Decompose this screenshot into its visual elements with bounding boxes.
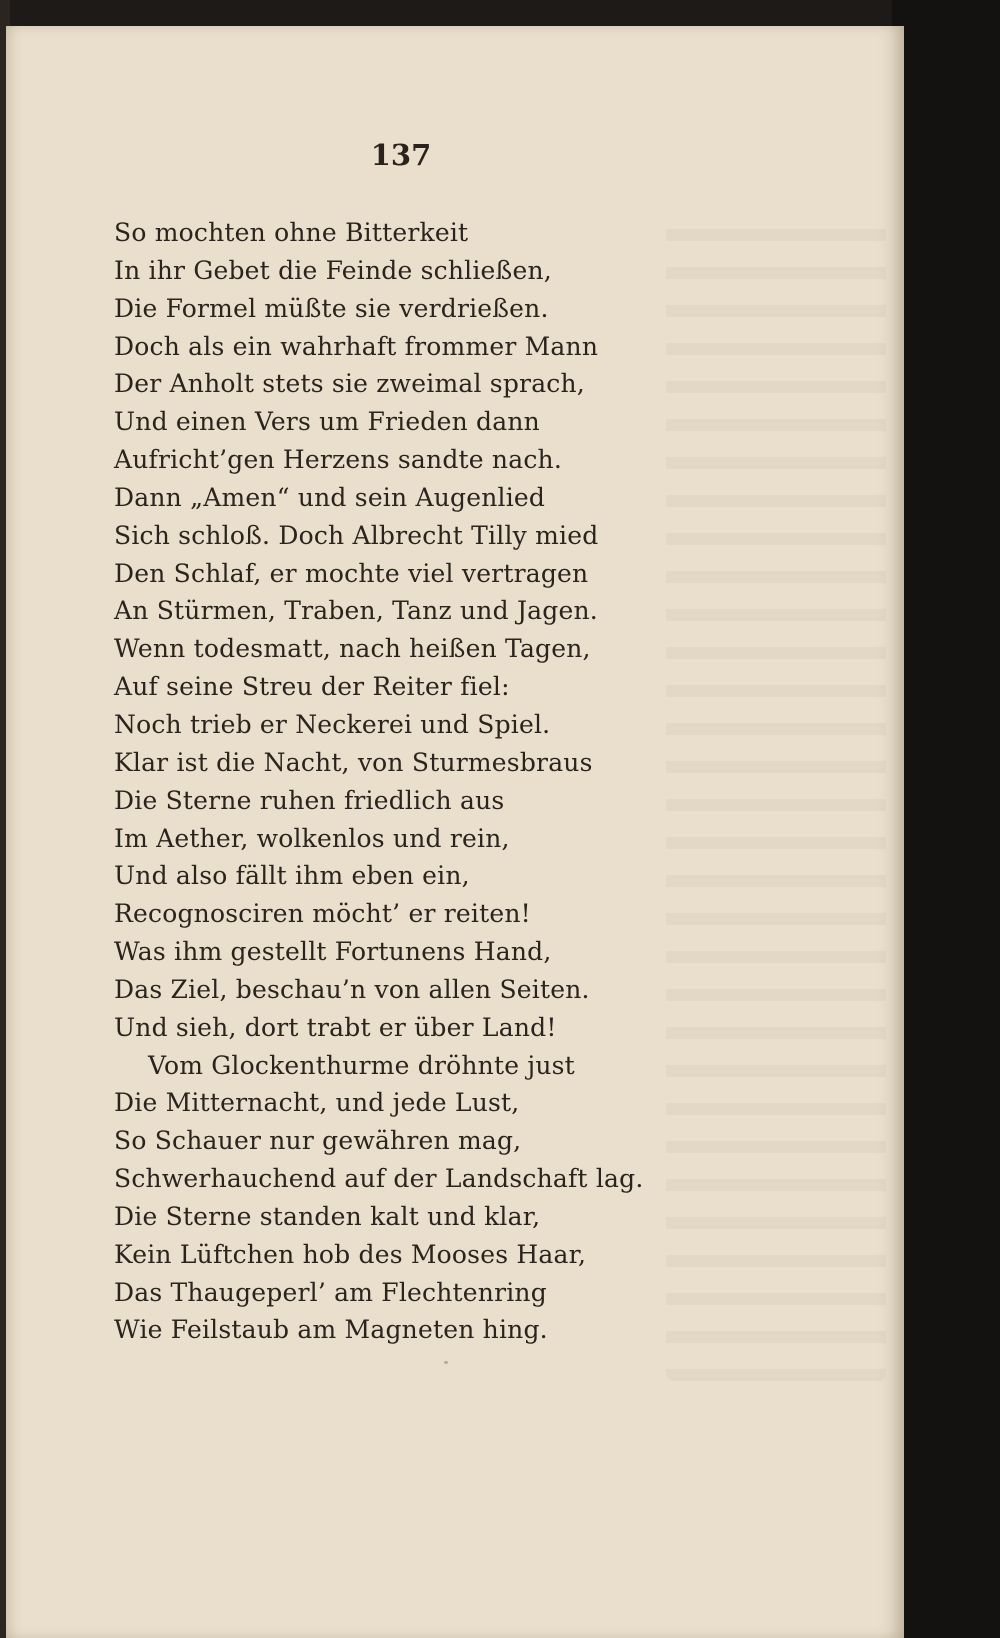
verse-line: Das Ziel, beschau’n von allen Seiten. <box>114 974 590 1004</box>
verse-line: In ihr Gebet die Feinde schließen, <box>114 255 552 285</box>
verse-line: Vom Glockenthurme dröhnte just <box>148 1050 575 1080</box>
verse-line: Dann „Amen“ und sein Augenlied <box>114 482 546 512</box>
verse-line: Das Thaugeperl’ am Flechtenring <box>114 1277 547 1307</box>
verse-line: Wie Feilstaub am Magneten hing. <box>114 1315 548 1345</box>
verse-line: Und einen Vers um Frieden dann <box>114 407 540 437</box>
verse-line: Sich schloß. Doch Albrecht Tilly mied <box>114 520 599 550</box>
verse-line: Recognosciren möcht’ er reiten! <box>114 899 531 929</box>
verse-line: So Schauer nur gewähren mag, <box>114 1126 522 1156</box>
poem-text <box>114 214 714 1349</box>
verse-line: Die Formel müßte sie verdrießen. <box>114 293 549 323</box>
verse-line: Die Sterne ruhen friedlich aus <box>114 785 505 815</box>
verse-line: Was ihm gestellt Fortunens Hand, <box>114 937 552 967</box>
verse-line: Schwerhauchend auf der Landschaft lag. <box>114 1164 644 1194</box>
paper-speck <box>444 1361 448 1364</box>
paper-page <box>6 26 904 1638</box>
verse-line: Und also fällt ihm eben ein, <box>114 861 470 891</box>
verse-line: Noch trieb er Neckerei und Spiel. <box>114 709 551 739</box>
verse-line: Der Anholt stets sie zweimal sprach, <box>114 369 585 399</box>
verse-line: Aufricht’gen Herzens sandte nach. <box>114 445 562 475</box>
dark-background <box>892 0 1000 1638</box>
verse-line: Doch als ein wahrhaft frommer Mann <box>114 331 599 361</box>
verse-line: Wenn todesmatt, nach heißen Tagen, <box>114 634 591 664</box>
verse-line: Im Aether, wolkenlos und rein, <box>114 823 510 853</box>
verse-line: Die Sterne standen kalt und klar, <box>114 1201 541 1231</box>
verse-line: Kein Lüftchen hob des Mooses Haar, <box>114 1239 587 1269</box>
verse-line: Die Mitternacht, und jede Lust, <box>114 1088 520 1118</box>
verse-line: Klar ist die Nacht, von Sturmesbraus <box>114 747 593 777</box>
verse-line: So mochten ohne Bitterkeit <box>114 218 469 247</box>
verse-line: Den Schlaf, er mochte viel vertragen <box>114 558 589 588</box>
verse-line: Auf seine Streu der Reiter fiel: <box>114 672 510 702</box>
verse-line: Und sieh, dort trabt er über Land! <box>114 1012 557 1042</box>
page-number: 137 <box>370 138 432 172</box>
verse-line: An Stürmen, Traben, Tanz und Jagen. <box>114 596 598 626</box>
